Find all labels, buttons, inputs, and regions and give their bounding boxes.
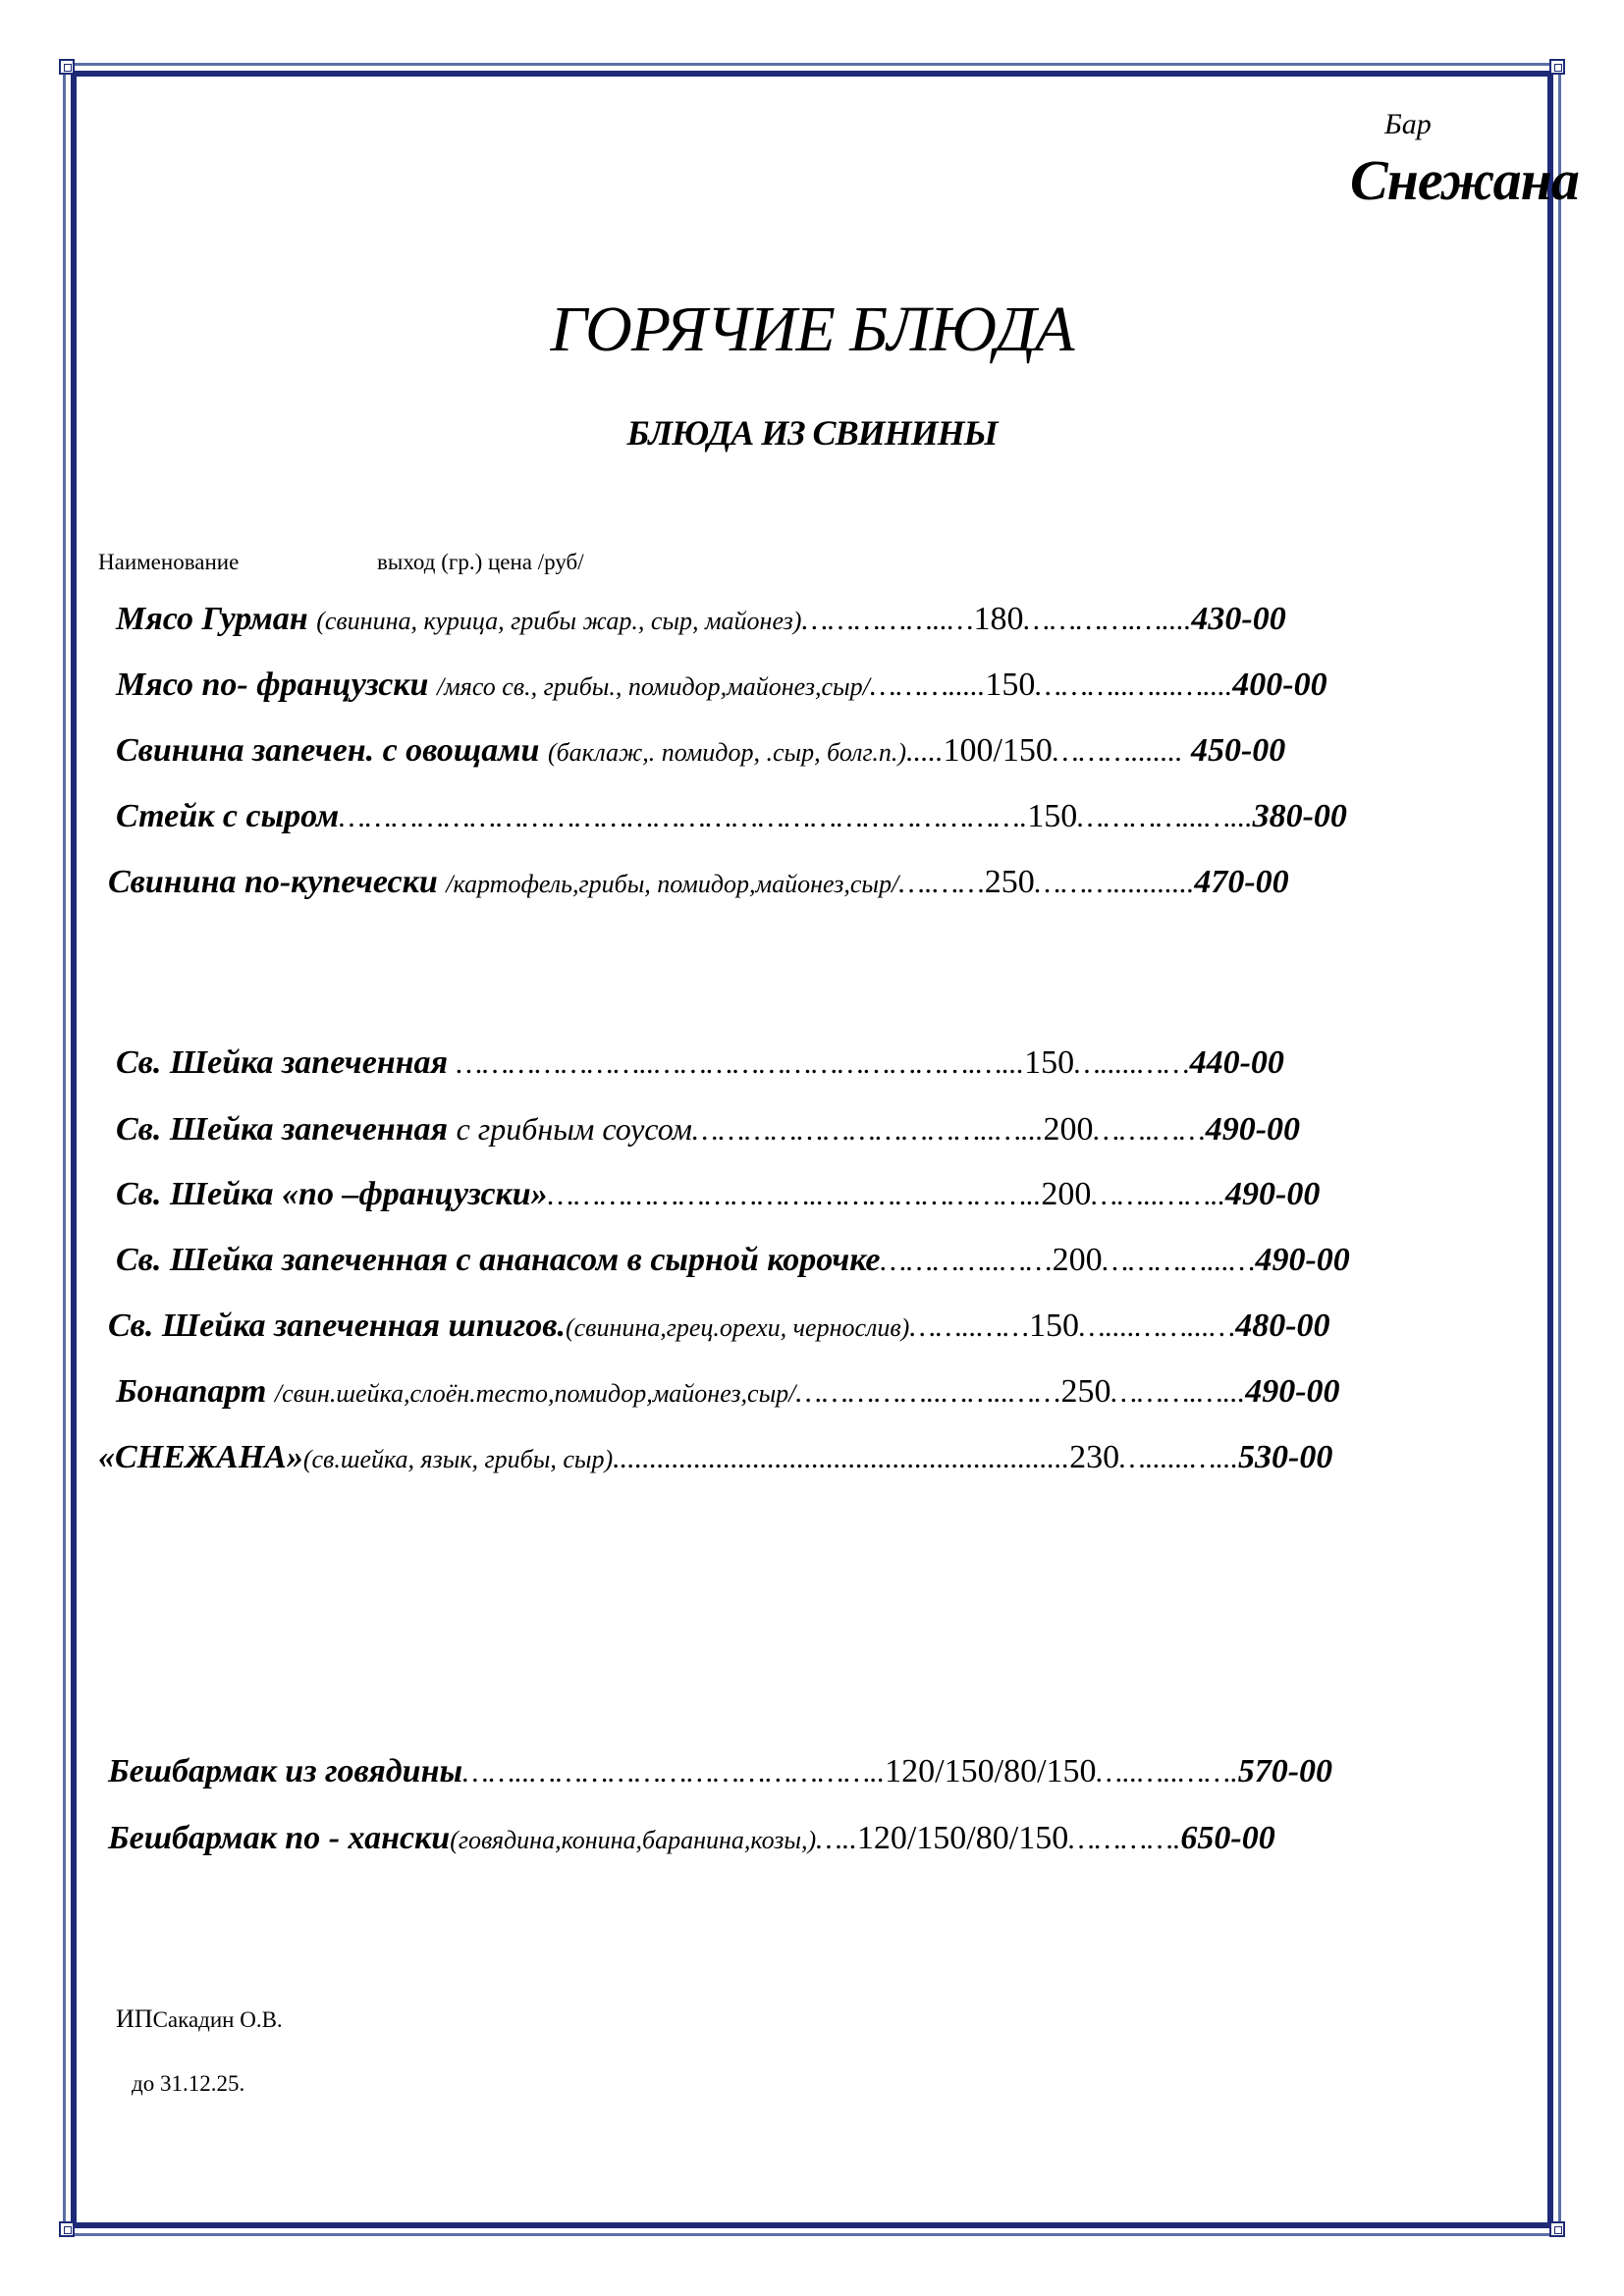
dish-description: /свин.шейка,слоён.тесто,помидор,майонез,сыр/ [274,1379,796,1408]
dish-name: Свинина по-купечески [108,864,447,900]
menu-item [116,792,1347,841]
menu-item [108,1814,1275,1863]
menu-item [116,1039,1284,1088]
menu-item [116,726,1285,775]
dish-description: (св.шейка, язык, грибы, сыр) [302,1445,614,1473]
leader-dots: …………...… [1102,1245,1256,1277]
dish-price: 380-00 [1252,798,1347,834]
menu-item [116,1104,1300,1153]
dish-name: Стейк с сыром [116,798,340,834]
leader-dots: ……………………………………………………………………. [339,801,1028,833]
leader-dots: ……………………………..…... [691,1114,1044,1147]
dish-price: 530-00 [1238,1439,1333,1475]
dish-output: 150 [1024,1044,1075,1081]
footer-valid-until: до 31.12.25. [132,2071,245,2096]
dish-name: Бешбармак из говядины [108,1753,463,1789]
dish-price: 650-00 [1180,1820,1275,1856]
leader-dots: ………....... [1052,735,1183,768]
leader-dots: ..... [905,735,944,768]
leader-dots: ……..………………………………….. [462,1756,886,1789]
leader-dots: …………..…… [880,1245,1053,1277]
leader-dots: ……..…….. [1091,1179,1226,1211]
leader-dots: …....……...… [1079,1310,1236,1343]
menu-item [116,661,1327,710]
dish-price: 450-00 [1182,732,1286,769]
dish-name: Св. Шейка запеченная [116,1044,457,1081]
dish-output: 230 [1069,1439,1120,1475]
leader-dots: ….…… [898,867,985,899]
frame-corner-ornament [1549,59,1565,75]
dish-name: Мясо по- французски [116,667,437,703]
leader-dots: ………..…...….... [1035,669,1233,702]
dish-price: 490-00 [1225,1176,1321,1212]
section-subtitle: БЛЮДА ИЗ СВИНИНЫ [626,413,998,453]
brand-name: Снежана [1350,148,1579,212]
dish-output: 150 [1029,1308,1080,1344]
leader-dots: .............................................................. [613,1442,1070,1474]
dish-price: 430-00 [1191,601,1286,637]
frame-corner-ornament [59,2221,75,2237]
dish-output: 100/150 [943,732,1053,769]
menu-item [108,1747,1332,1796]
dish-name: Свинина запечен. с овощами [116,732,548,769]
menu-item [116,1367,1340,1416]
leader-dots: …………...…... [1077,801,1253,833]
footer-entrepreneur [116,2004,283,2034]
leader-dots: ……………..……..…… [795,1376,1061,1409]
dish-output: 150 [1027,798,1078,834]
menu-item [98,1433,1332,1482]
leader-dots: …......…... [1119,1442,1238,1474]
dish-output: 200 [1041,1176,1092,1212]
dish-name: Св. Шейка запеченная [116,1111,457,1148]
leader-dots: ………..... [869,669,986,702]
page-title: ГОРЯЧИЕ БЛЮДА [550,294,1074,365]
dish-output: 120/150/80/150 [885,1753,1097,1789]
dish-output: 180 [973,601,1024,637]
dish-name: Св. Шейка запеченная с ананасом в сырной корочке [116,1242,881,1278]
dish-price: 470-00 [1194,864,1289,900]
dish-price: 570-00 [1237,1753,1333,1789]
menu-item [108,858,1289,907]
leader-dots: ………........... [1034,867,1195,899]
dish-price: 440-00 [1189,1044,1284,1081]
frame-corner-ornament [59,59,75,75]
dish-description: (свинина, курица, грибы жар., сыр, майонез) [316,607,802,635]
dish-name: Мясо Гурман [116,601,317,637]
dish-price: 490-00 [1255,1242,1350,1278]
dish-name: «СНЕЖАНА» [98,1439,303,1475]
dish-output: 200 [1043,1111,1094,1148]
leader-dots: …………………..……………………………….…... [456,1047,1025,1080]
dish-description: (говядина,конина,баранина,козы,) [450,1826,817,1854]
leader-dots: ….. [816,1823,857,1855]
dish-name: Бешбармак по - хански [108,1820,451,1856]
dish-output: 120/150/80/150 [856,1820,1069,1856]
dish-output: 200 [1052,1242,1103,1278]
column-header-name: Наименование [98,550,240,574]
dish-price: 400-00 [1232,667,1327,703]
dish-price: 490-00 [1205,1111,1301,1148]
dish-description: (баклаж,. помидор, .сыр, болг.п.) [547,738,906,767]
brand-prefix: Бар [1384,108,1432,140]
menu-item [116,1236,1350,1285]
footer-ip-name: Сакадин О.В. [152,2007,283,2032]
column-header-output-price: выход (гр.) цена /руб/ [377,550,584,574]
dish-output: 250 [984,864,1035,900]
leader-dots: ……..…… [909,1310,1030,1343]
dish-description: /картофель,грибы, помидор,майонез,сыр/ [446,870,899,898]
dish-name: Бонапарт [116,1373,275,1410]
dish-description: с грибным соусом [456,1111,692,1147]
menu-item [116,1170,1320,1219]
leader-dots: ……….…... [1110,1376,1246,1409]
leader-dots: …..…..……. [1096,1756,1238,1789]
dish-price: 480-00 [1235,1308,1330,1344]
footer-ip-prefix: ИП [116,2004,153,2033]
dish-price: 490-00 [1245,1373,1340,1410]
leader-dots: …….…… [1093,1114,1206,1147]
leader-dots: ………….….... [1023,604,1192,636]
leader-dots: ………………………….…………………….. [547,1179,1042,1211]
frame-corner-ornament [1549,2221,1565,2237]
leader-dots: ……………..… [801,604,974,636]
leader-dots: …………. [1068,1823,1181,1855]
dish-output: 250 [1060,1373,1111,1410]
menu-item [108,1302,1330,1351]
dish-description: /мясо св., грибы., помидор,майонез,сыр/ [436,672,870,701]
dish-name: Св. Шейка запеченная шпигов. [108,1308,566,1344]
dish-name: Св. Шейка «по –французски» [116,1176,548,1212]
dish-output: 150 [985,667,1036,703]
dish-description: (свинина,грец.орехи, чернослив) [565,1313,910,1342]
leader-dots: ….....…… [1074,1047,1190,1080]
menu-item [116,595,1286,644]
